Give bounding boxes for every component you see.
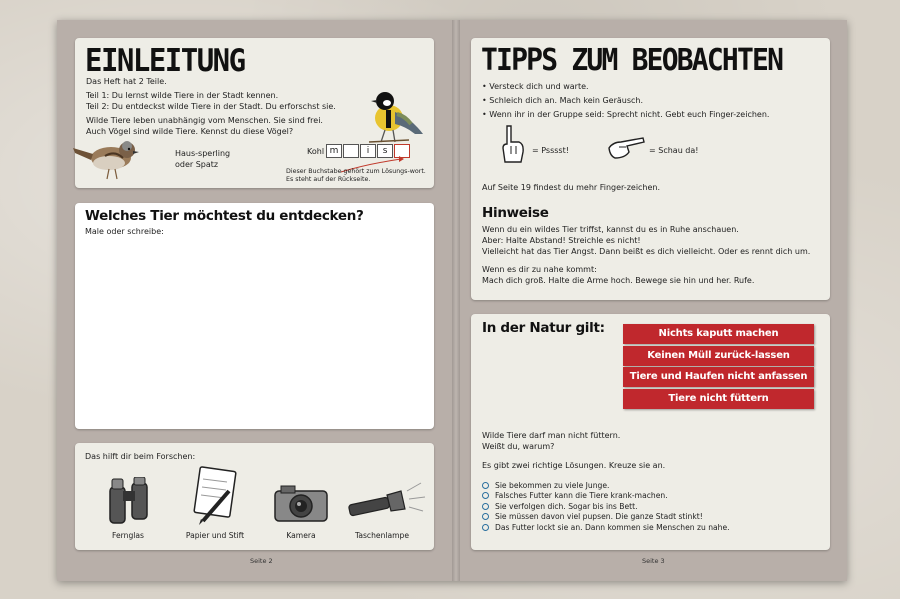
checkbox-circle-icon[interactable] xyxy=(482,513,489,520)
quiz-options xyxy=(482,480,822,533)
tips-bullet-3: • Wenn ihr in der Gruppe seid: Sprecht nicht. Gebt euch Finger-zeichen. xyxy=(482,110,770,119)
tips-bullet-2-text: Schleich dich an. Mach kein Geräusch. xyxy=(489,96,644,105)
nature-rules-list xyxy=(623,324,814,410)
quiz-option-3-text: Sie verfolgen dich. Sogar bis ins Bett. xyxy=(495,501,638,511)
quiz-option-5-text: Das Futter lockt sie an. Dann kommen sie Menschen zu nahe. xyxy=(495,522,730,532)
sparrow-illustration xyxy=(69,136,145,182)
intro-line-4: Wilde Tiere leben unabhängig vom Menschen. Sie sind frei. xyxy=(86,116,323,125)
intro-line-2: Teil 1: Du lernst wilde Tiere in der Stadt kennen. xyxy=(86,91,279,100)
intro-card xyxy=(75,38,434,188)
hand-shush-icon xyxy=(497,124,527,164)
nature-rule-3: Tiere und Haufen nicht anfassen xyxy=(623,367,814,387)
checkbox-circle-icon[interactable] xyxy=(482,492,489,499)
intro-title: EINLEITUNG xyxy=(85,41,245,79)
discover-subtitle: Male oder schreibe: xyxy=(85,227,164,236)
puzzle-note-2: Es steht auf der Rückseite. xyxy=(286,176,371,183)
paper-pen-icon xyxy=(189,465,241,525)
hint-line-1: Wenn du ein wildes Tier triffst, kannst du es in Ruhe anschauen. xyxy=(482,225,739,234)
puzzle-cell-1[interactable]: m xyxy=(326,144,342,158)
quiz-option-1-text: Sie bekommen zu viele Junge. xyxy=(495,480,610,490)
puzzle-note-1: Dieser Buchstabe gehört zum Lösungs-wort. xyxy=(286,168,426,175)
binoculars-icon xyxy=(107,477,151,527)
tools-heading: Das hilft dir beim Forschen: xyxy=(85,452,196,461)
quiz-instruction: Es gibt zwei richtige Lösungen. Kreuze sie an. xyxy=(482,461,666,470)
hint-line-4: Wenn es dir zu nahe kommt: xyxy=(482,265,597,274)
hand-point-icon xyxy=(607,134,647,160)
nature-rule-4: Tiere nicht füttern xyxy=(623,389,814,409)
checkbox-circle-icon[interactable] xyxy=(482,524,489,531)
discover-card[interactable] xyxy=(75,203,434,429)
tool-label-camera: Kamera xyxy=(286,531,316,540)
camera-icon xyxy=(273,483,329,523)
tool-label-binoculars: Fernglas xyxy=(112,531,144,540)
sign-point-label: = Schau da! xyxy=(649,146,699,155)
puzzle-cell-4[interactable]: s xyxy=(377,144,393,158)
quiz-option-4[interactable] xyxy=(482,512,822,523)
quiz-option-2-text: Falsches Futter kann die Tiere krank-machen. xyxy=(495,491,668,501)
tips-bullet-1: • Versteck dich und warte. xyxy=(482,82,589,91)
hint-line-5: Mach dich groß. Halte die Arme hoch. Bewege sie hin und her. Rufe. xyxy=(482,276,755,285)
quiz-question-1: Wilde Tiere darf man nicht füttern. xyxy=(482,431,621,440)
sparrow-label-1: Haus-sperling xyxy=(175,149,231,158)
nature-rule-1: Nichts kaputt machen xyxy=(623,324,814,344)
quiz-option-3[interactable] xyxy=(482,501,822,512)
quiz-option-4-text: Sie müssen davon viel pupsen. Die ganze Stadt stinkt! xyxy=(495,512,703,522)
tips-title: TIPPS ZUM BEOBACHTEN xyxy=(481,41,783,78)
great-tit-illustration xyxy=(365,88,427,146)
left-page-number: Seite 2 xyxy=(250,557,273,565)
quiz-option-5[interactable] xyxy=(482,522,822,533)
checkbox-circle-icon[interactable] xyxy=(482,503,489,510)
quiz-question-2: Weißt du, warum? xyxy=(482,442,555,451)
hint-line-2: Aber: Halte Abstand! Streichle es nicht! xyxy=(482,236,641,245)
tips-bullet-1-text: Versteck dich und warte. xyxy=(489,82,589,91)
tips-card xyxy=(471,38,830,300)
booklet-spread xyxy=(57,20,847,581)
intro-line-1: Das Heft hat 2 Teile. xyxy=(86,77,167,86)
hint-line-3: Vielleicht hat das Tier Angst. Dann beißt es dich vielleicht. Oder es rennt dich um. xyxy=(482,247,811,256)
sparrow-label-2: oder Spatz xyxy=(175,160,219,169)
checkbox-circle-icon[interactable] xyxy=(482,482,489,489)
tool-label-flashlight: Taschenlampe xyxy=(354,531,410,540)
puzzle-prefix: Kohl xyxy=(307,146,325,156)
puzzle-cell-3[interactable]: i xyxy=(360,144,376,158)
nature-title: In der Natur gilt: xyxy=(482,320,605,336)
discover-title: Welches Tier möchtest du entdecken? xyxy=(85,208,364,224)
sign-shush-label: = Psssst! xyxy=(532,146,569,155)
quiz-option-2[interactable] xyxy=(482,491,822,502)
nature-card xyxy=(471,314,830,550)
flashlight-icon xyxy=(347,481,427,521)
tips-page-ref: Auf Seite 19 findest du mehr Finger-zeichen. xyxy=(482,183,661,192)
tool-label-paper-pen: Papier und Stift xyxy=(185,531,245,540)
tips-bullet-3-text: Wenn ihr in der Gruppe seid: Sprecht nicht. Gebt euch Finger-zeichen. xyxy=(489,110,770,119)
nature-rule-2: Keinen Müll zurück-lassen xyxy=(623,346,814,366)
quiz-option-1[interactable] xyxy=(482,480,822,491)
hints-title: Hinweise xyxy=(482,205,549,221)
tools-card xyxy=(75,443,434,550)
intro-line-3: Teil 2: Du entdeckst wilde Tiere in der Stadt. Du erforschst sie. xyxy=(86,102,336,111)
booklet-spine xyxy=(452,20,460,581)
tips-bullet-2: • Schleich dich an. Mach kein Geräusch. xyxy=(482,96,644,105)
intro-line-5: Auch Vögel sind wilde Tiere. Kennst du diese Vögel? xyxy=(86,127,294,136)
right-page-number: Seite 3 xyxy=(642,557,665,565)
